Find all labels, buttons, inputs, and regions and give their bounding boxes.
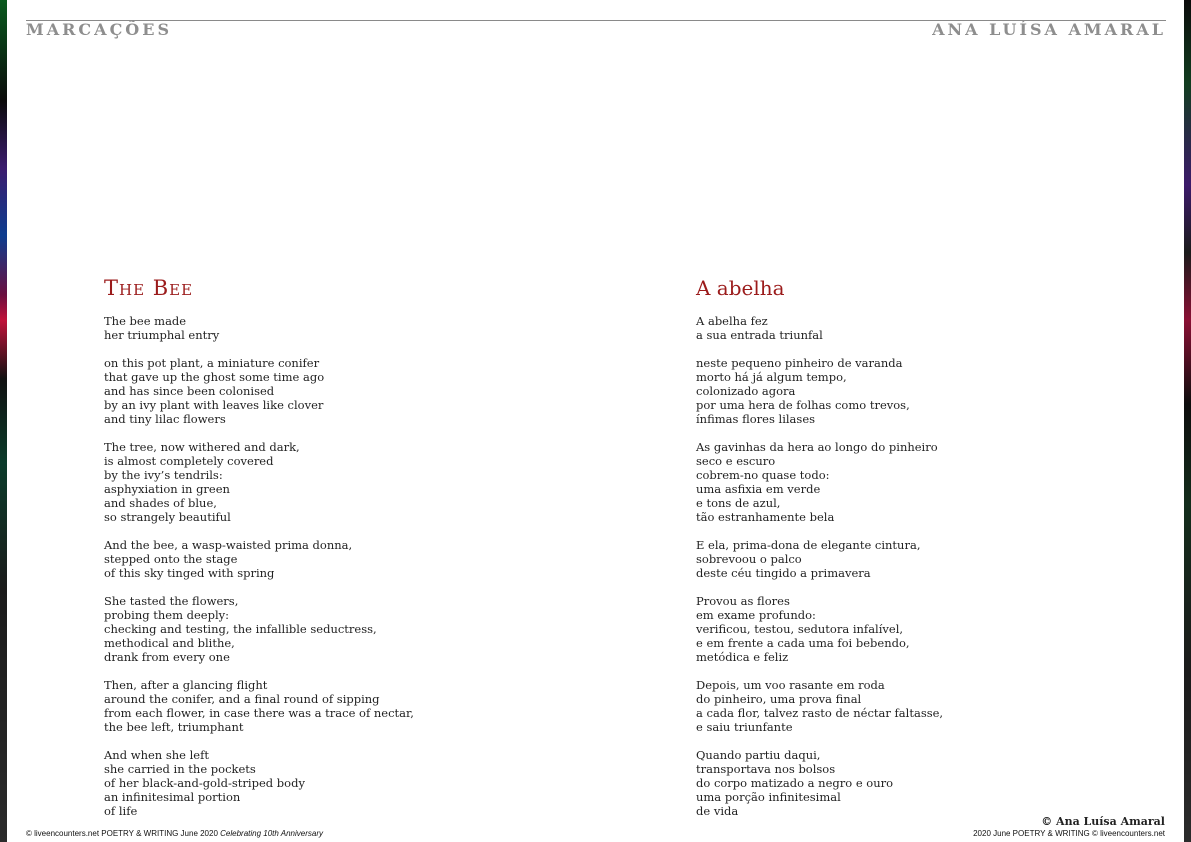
poem-line: E ela, prima-dona de elegante cintura,: [696, 538, 921, 552]
poem-line: The bee made: [104, 314, 187, 328]
poem-line: seco e escuro: [696, 454, 776, 468]
poem-line: a cada flor, talvez rasto de néctar faltasse,: [696, 706, 944, 720]
poem-line: As gavinhas da hera ao longo do pinheiro: [696, 440, 938, 454]
poem-line: cobrem-no quase todo:: [696, 468, 830, 482]
poem-line: a sua entrada triunfal: [696, 328, 823, 342]
poem-line: Depois, um voo rasante em roda: [696, 678, 885, 692]
stanza: [104, 314, 414, 342]
poem-line: and has since been colonised: [104, 384, 275, 398]
poem-line: Then, after a glancing flight: [104, 678, 268, 692]
poem-line: of life: [104, 804, 138, 818]
poem-line: do pinheiro, uma prova final: [696, 692, 862, 706]
poem-line: de vida: [696, 804, 739, 818]
poem-line: is almost completely covered: [104, 454, 274, 468]
stanza: [104, 538, 414, 580]
poem-line: morto há já algum tempo,: [696, 370, 847, 384]
stanza: [696, 314, 943, 342]
poem-line: The tree, now withered and dark,: [104, 440, 300, 454]
poem-line: so strangely beautiful: [104, 510, 231, 524]
poem-line: deste céu tingido a primavera: [696, 566, 871, 580]
left-decorative-edge: [0, 0, 7, 842]
poem-line: stepped onto the stage: [104, 552, 238, 566]
poem-line: drank from every one: [104, 650, 230, 664]
poem-line: A abelha fez: [696, 314, 768, 328]
poem-line: transportava nos bolsos: [696, 762, 836, 776]
poem-line: e tons de azul,: [696, 496, 781, 510]
poem-line: by the ivy’s tendrils:: [104, 468, 223, 482]
stanza: [696, 748, 943, 818]
poem-line: em exame profundo:: [696, 608, 816, 622]
stanza: [696, 356, 943, 426]
poem-line: tão estranhamente bela: [696, 510, 835, 524]
poem-line: methodical and blithe,: [104, 636, 235, 650]
poem-line: and tiny lilac flowers: [104, 412, 226, 426]
right-decorative-edge: [1184, 0, 1191, 842]
stanza: [104, 356, 414, 426]
poem-line: And the bee, a wasp-waisted prima donna,: [104, 538, 353, 552]
author-name-header: ANA LUÍSA AMARAL: [932, 20, 1166, 39]
poem-line: of this sky tinged with spring: [104, 566, 275, 580]
poem-line: on this pot plant, a miniature conifer: [104, 356, 320, 370]
poem-line: and shades of blue,: [104, 496, 217, 510]
stanza: [696, 538, 943, 580]
stanza: [104, 748, 414, 818]
footer-right: 2020 June POETRY & WRITING © liveencounters.net: [973, 829, 1165, 838]
magazine-spread: [7, 0, 1184, 842]
poem-line: verificou, testou, sedutora infalível,: [696, 622, 904, 636]
poem-line: probing them deeply:: [104, 608, 230, 622]
poem-line: an infinitesimal portion: [104, 790, 241, 804]
stanza: [104, 678, 414, 734]
poem-line: por uma hera de folhas como trevos,: [696, 398, 910, 412]
poem-line: metódica e feliz: [696, 650, 789, 664]
poem-line: Provou as flores: [696, 594, 790, 608]
copyright-notice: © Ana Luísa Amaral: [1041, 815, 1165, 828]
poem-line: Quando partiu daqui,: [696, 748, 821, 762]
section-title: MARCAÇÕES: [26, 20, 172, 39]
poem-line: of her black-and-gold-striped body: [104, 776, 305, 790]
footer-left: [26, 829, 323, 839]
portuguese-poem-body: [696, 314, 943, 832]
stanza: [696, 678, 943, 734]
poem-line: She tasted the flowers,: [104, 594, 239, 608]
poem-line: she carried in the pockets: [104, 762, 256, 776]
poem-line: ínfimas flores lilases: [696, 412, 816, 426]
poem-line: asphyxiation in green: [104, 482, 230, 496]
stanza: [696, 594, 943, 664]
poem-line: that gave up the ghost some time ago: [104, 370, 325, 384]
poem-line: by an ivy plant with leaves like clover: [104, 398, 324, 412]
poem-line: checking and testing, the infallible seductress,: [104, 622, 377, 636]
footer-left-text: © liveencounters.net POETRY & WRITING June 2020: [26, 829, 221, 838]
poem-line: uma porção infinitesimal: [696, 790, 841, 804]
stanza: [104, 440, 414, 524]
poem-line: e em frente a cada uma foi bebendo,: [696, 636, 910, 650]
footer-left-anniversary: Celebrating 10th Anniversary: [220, 829, 324, 838]
poem-line: colonizado agora: [696, 384, 796, 398]
poem-line: neste pequeno pinheiro de varanda: [696, 356, 903, 370]
poem-line: her triumphal entry: [104, 328, 220, 342]
poem-line: from each flower, in case there was a trace of nectar,: [104, 706, 414, 720]
poem-line: the bee left, triumphant: [104, 720, 244, 734]
stanza: [104, 594, 414, 664]
poem-line: uma asfixia em verde: [696, 482, 821, 496]
poem-line: do corpo matizado a negro e ouro: [696, 776, 894, 790]
stanza: [696, 440, 943, 524]
poem-line: sobrevoou o palco: [696, 552, 802, 566]
poem-line: And when she left: [104, 748, 209, 762]
portuguese-poem-title: A abelha: [696, 276, 785, 300]
english-poem-title: The Bee: [104, 276, 194, 300]
poem-line: e saiu triunfante: [696, 720, 793, 734]
english-poem-body: [104, 314, 414, 832]
poem-line: around the conifer, and a final round of sipping: [104, 692, 380, 706]
